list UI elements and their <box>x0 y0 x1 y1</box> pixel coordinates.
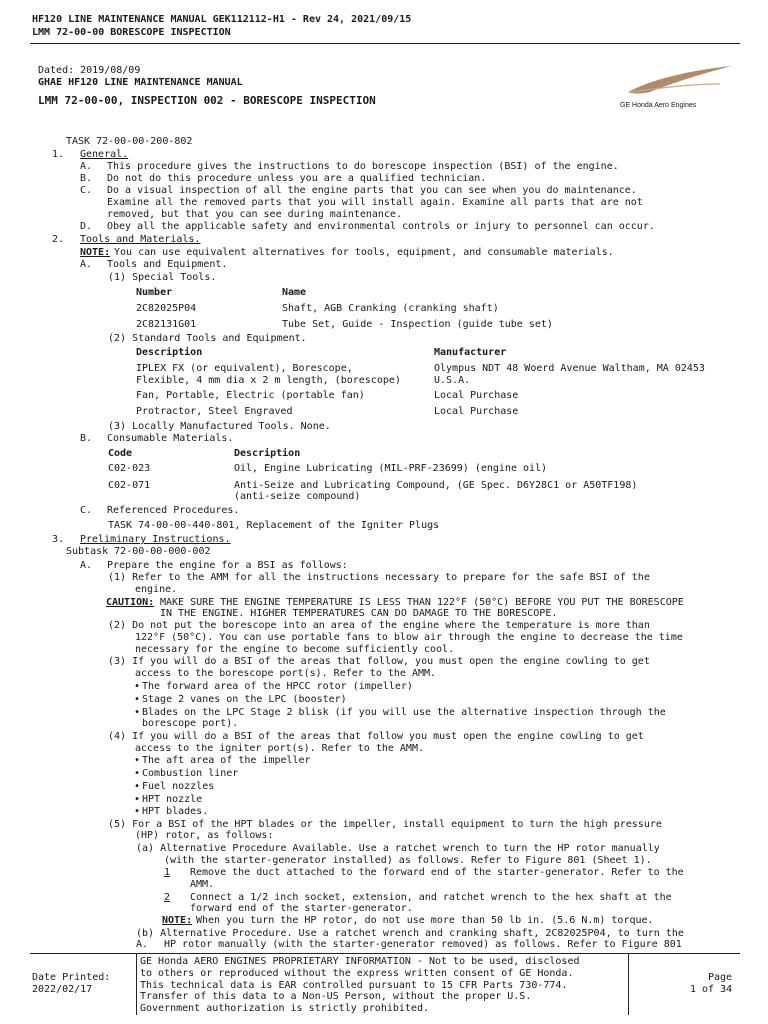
table-header: Description <box>234 448 301 459</box>
item-text: Consumable Materials. <box>107 433 234 444</box>
table-header: Name <box>282 287 307 298</box>
item-label: A. <box>80 161 93 172</box>
bullet-text: Blades on the LPC Stage 2 blisk (if you will use the alternative inspection through the <box>142 707 666 718</box>
referenced-task: TASK 74-00-00-440-801, Replacement of the Igniter Plugs <box>108 520 440 531</box>
item-text: Tools and Equipment. <box>107 259 228 270</box>
item-text: Obey all the applicable safety and environmental controls or injury to personnel can occur. <box>107 221 655 232</box>
bullet-text: borescope port). <box>142 718 239 729</box>
note-text: You can use equivalent alternatives for tools, equipment, and consumable materials. <box>114 247 614 258</box>
item-label: A. <box>80 259 93 270</box>
manual-header-title: HF120 LINE MAINTENANCE MANUAL GEK112112-H1 - Rev 24, 2021/09/15 <box>32 14 412 25</box>
caution-text: IN THE ENGINE. HIGHER TEMPERATURES CAN DO DAMAGE TO THE BORESCOPE. <box>160 608 558 619</box>
bullet-icon: • <box>134 707 141 718</box>
item-label: B. <box>80 173 93 184</box>
proprietary-notice: Government authorization is strictly prohibited. <box>140 1003 429 1014</box>
step-text: (1) Refer to the AMM for all the instructions necessary to prepare for the safe BSI of the <box>108 572 650 583</box>
proprietary-notice: GE Honda AERO ENGINES PROPRIETARY INFORMATION - Not to be used, disclosed <box>140 956 580 967</box>
table-cell: C02-071 <box>108 480 151 491</box>
bullet-icon: • <box>134 806 141 817</box>
table-header: Number <box>136 287 173 298</box>
item-label: C. <box>80 185 93 196</box>
page-number: 1 of 34 <box>690 984 733 995</box>
table-cell: Flexible, 4 mm dia x 2 m length, (borescope) <box>136 375 401 386</box>
section-number: 2. <box>52 234 65 245</box>
step-text: engine. <box>135 584 178 595</box>
footer-right-rule <box>628 953 629 1015</box>
numbered-step-text: AMM. <box>190 879 215 890</box>
dated-line: Dated: 2019/08/09 <box>38 65 141 76</box>
proprietary-notice: This technical data is EAR controlled pursuant to 15 CFR Parts 730-774. <box>140 980 568 991</box>
subtask-number: Subtask 72-00-00-000-002 <box>66 546 211 557</box>
table-cell: C02-023 <box>108 463 151 474</box>
section-heading-tools: Tools and Materials. <box>80 234 201 245</box>
table-cell: Protractor, Steel Engraved <box>136 406 293 417</box>
table-header: Code <box>108 448 133 459</box>
manual-name: GHAE HF120 LINE MAINTENANCE MANUAL <box>38 77 243 88</box>
substep-text: (b) Alternative Procedure. Use a ratchet wrench and cranking shaft, 2C82025P04, to turn the <box>136 928 684 939</box>
footer-left-rule <box>136 953 137 1015</box>
table-cell: Fan, Portable, Electric (portable fan) <box>136 390 365 401</box>
table-cell: IPLEX FX (or equivalent), Borescope, <box>136 363 353 374</box>
numbered-step-label: 1 <box>164 867 171 878</box>
page-label: Page <box>708 972 733 983</box>
table-cell: Local Purchase <box>434 390 519 401</box>
table-cell: 2C82025P04 <box>136 303 197 314</box>
item-text: removed, but that you can see during maintenance. <box>107 209 403 220</box>
item-label: A. <box>136 939 149 950</box>
logo-swoosh-icon <box>620 62 735 96</box>
table-cell: Shaft, AGB Cranking (cranking shaft) <box>282 303 499 314</box>
table-cell: Olympus NDT 48 Woerd Avenue Waltham, MA 02453 <box>434 363 705 374</box>
numbered-step-text: forward end of the starter-generator. <box>190 903 413 914</box>
table-header: Description <box>136 347 203 358</box>
table-cell: (anti-seize compound) <box>234 491 361 502</box>
table-cell: Local Purchase <box>434 406 519 417</box>
item-label: B. <box>80 433 93 444</box>
bullet-icon: • <box>134 694 141 705</box>
note-label: NOTE: <box>80 247 111 258</box>
table-cell: Tube Set, Guide - Inspection (guide tube set) <box>282 319 553 330</box>
proprietary-notice: to others or reproduced without the express written consent of GE Honda. <box>140 968 574 979</box>
subitem-text: (2) Standard Tools and Equipment. <box>108 333 307 344</box>
bullet-icon: • <box>134 681 141 692</box>
note-text: When you turn the HP rotor, do not use more than 50 lb in. (5.6 N.m) torque. <box>196 915 654 926</box>
bullet-icon: • <box>134 781 141 792</box>
bullet-text: Combustion liner <box>142 768 239 779</box>
step-text: (2) Do not put the borescope into an area of the engine where the temperature is more than <box>108 620 650 631</box>
step-text: (HP) rotor, as follows: <box>135 830 274 841</box>
item-label: D. <box>80 221 93 232</box>
task-number: TASK 72-00-00-200-802 <box>66 136 193 147</box>
section-number: 3. <box>52 534 65 545</box>
header-divider <box>30 43 740 44</box>
subitem-text: (3) Locally Manufactured Tools. None. <box>108 421 331 432</box>
substep-text: (a) Alternative Procedure Available. Use a ratchet wrench to turn the HP rotor manually <box>136 843 660 854</box>
numbered-step-label: 2 <box>164 892 171 903</box>
step-text: (4) If you will do a BSI of the areas that follow you must open the engine cowling to get <box>108 731 644 742</box>
page-title: LMM 72-00-00, INSPECTION 002 - BORESCOPE INSPECTION <box>38 94 376 107</box>
ge-honda-logo <box>620 62 735 112</box>
numbered-step-text: Remove the duct attached to the forward end of the starter-generator. Refer to the <box>190 867 684 878</box>
date-printed-value: 2022/02/17 <box>32 984 93 995</box>
step-text: (3) If you will do a BSI of the areas that follow, you must open the engine cowling to get <box>108 656 650 667</box>
proprietary-notice: Transfer of this data to a Non-US Person, without the proper U.S. <box>140 991 532 1002</box>
item-text: Do a visual inspection of all the engine parts that you can see when you do maintenance. <box>107 185 637 196</box>
item-text: This procedure gives the instructions to do borescope inspection (BSI) of the engine. <box>107 161 619 172</box>
substep-text: (with the starter-generator installed) as follows. Refer to Figure 801 (Sheet 1). <box>164 855 652 866</box>
table-cell: U.S.A. <box>434 375 471 386</box>
bullet-text: HPT nozzle <box>142 794 203 805</box>
step-text: access to the igniter port(s). Refer to the AMM. <box>135 743 424 754</box>
bullet-text: The aft area of the impeller <box>142 755 311 766</box>
caution-text: MAKE SURE THE ENGINE TEMPERATURE IS LESS THAN 122°F (50°C) BEFORE YOU PUT THE BORESCOPE <box>160 597 684 608</box>
manual-header-subtitle: LMM 72-00-00 BORESCOPE INSPECTION <box>32 27 231 38</box>
item-text: Referenced Procedures. <box>107 505 240 516</box>
numbered-step-text: Connect a 1/2 inch socket, extension, and ratchet wrench to the hex shaft at the <box>190 892 672 903</box>
date-printed-label: Date Printed: <box>32 972 111 983</box>
bullet-icon: • <box>134 755 141 766</box>
table-cell: Anti-Seize and Lubricating Compound, (GE Spec. D6Y28C1 or A50TF198) <box>234 480 638 491</box>
substep-text: HP rotor manually (with the starter-generator removed) as follows. Refer to Figure 801 <box>164 939 682 950</box>
item-text: Examine all the removed parts that you will install again. Examine all parts that are not <box>107 197 643 208</box>
step-text: access to the borescope port(s). Refer to the AMM. <box>135 668 437 679</box>
item-text: Do not do this procedure unless you are a qualified technician. <box>107 173 487 184</box>
section-heading-general: General. <box>80 149 129 160</box>
section-heading-preliminary: Preliminary Instructions. <box>80 534 231 545</box>
bullet-text: HPT blades. <box>142 806 209 817</box>
table-header: Manufacturer <box>434 347 507 358</box>
table-cell: 2C82131G01 <box>136 319 197 330</box>
table-cell: Oil, Engine Lubricating (MIL-PRF-23699) (engine oil) <box>234 463 548 474</box>
step-text: 122°F (50°C). You can use portable fans to blow air through the engine to decrease the time <box>135 632 683 643</box>
item-label: A. <box>80 560 93 571</box>
bullet-icon: • <box>134 794 141 805</box>
subitem-text: (1) Special Tools. <box>108 272 217 283</box>
caution-label: CAUTION: <box>106 597 155 608</box>
section-number: 1. <box>52 149 65 160</box>
item-label: C. <box>80 505 93 516</box>
logo-text: GE Honda Aero Engines <box>620 102 697 109</box>
bullet-text: The forward area of the HPCC rotor (impeller) <box>142 681 413 692</box>
bullet-icon: • <box>134 768 141 779</box>
step-text: (5) For a BSI of the HPT blades or the impeller, install equipment to turn the high pressure <box>108 819 662 830</box>
step-text: necessary for the engine to become sufficiently cool. <box>135 644 455 655</box>
note-label: NOTE: <box>162 915 193 926</box>
bullet-text: Fuel nozzles <box>142 781 215 792</box>
bullet-text: Stage 2 vanes on the LPC (booster) <box>142 694 347 705</box>
item-text: Prepare the engine for a BSI as follows: <box>107 560 348 571</box>
